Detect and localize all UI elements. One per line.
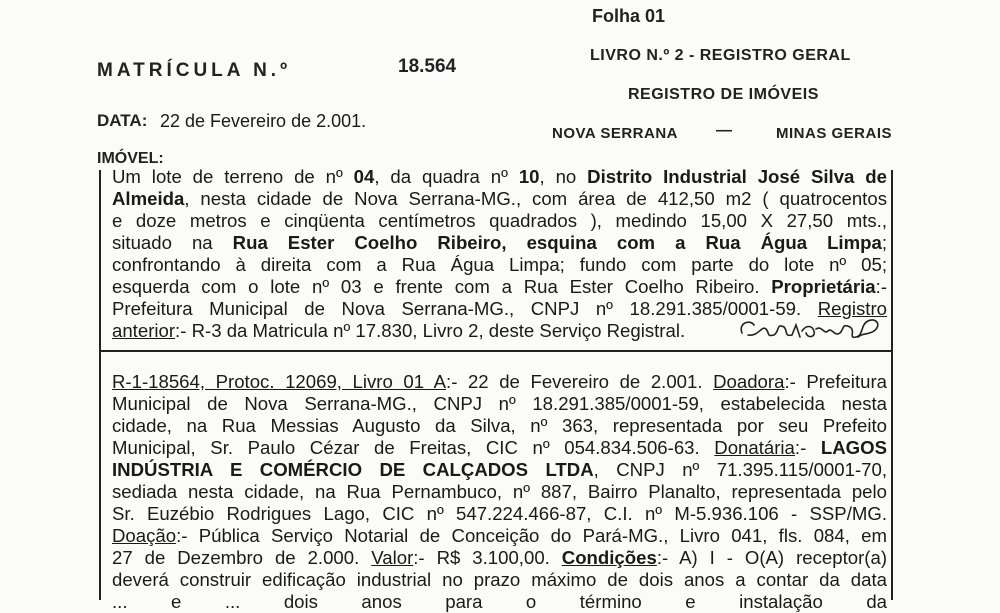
imovel-text-line	[112, 276, 887, 298]
text-segment: Donatária	[714, 437, 795, 458]
text-segment: e doze metros e cinqüenta centímetros quadrados ), medindo 15,00 X 27,50 mts.,	[112, 210, 887, 231]
matricula-label: MATRÍCULA N.º	[97, 60, 292, 81]
city-name: NOVA SERRANA	[552, 125, 679, 142]
text-segment: ;	[881, 232, 887, 253]
text-segment: Doadora	[713, 371, 785, 392]
state-name: MINAS GERAIS	[776, 125, 893, 142]
r1-text-line	[112, 591, 887, 613]
text-segment: INDÚSTRIA E COMÉRCIO DE CALÇADOS LTDA	[112, 459, 594, 480]
text-segment: 27 de Dezembro de 2.000.	[112, 547, 372, 568]
text-segment: cidade, na Rua Messias Augusto da Silva, nº 363, representada por seu Prefeito	[112, 415, 887, 436]
text-segment: Condições	[561, 547, 657, 568]
text-segment: :- Pública Serviço Notarial de Conceição do Pará-MG., Livro 041, fls. 084, em	[176, 525, 887, 546]
text-segment: Distrito Industrial José Silva de	[587, 166, 887, 187]
text-segment: LAGOS	[820, 437, 887, 458]
text-segment: anterior	[112, 320, 176, 341]
text-segment: :- A) I - O(A) receptor(a)	[656, 547, 888, 568]
r1-text-line	[112, 371, 887, 393]
r1-text-line	[112, 437, 887, 459]
data-label: DATA:	[97, 111, 148, 130]
imovel-text-line	[112, 254, 887, 276]
text-segment: Municipal de Nova Serrana-MG., CNPJ nº 18.291.385/0001-59, estabelecida nesta	[112, 393, 887, 414]
text-segment: 04	[353, 166, 375, 187]
text-segment: Prefeitura Municipal de Nova Serrana-MG., CNPJ nº 18.291.385/0001-59.	[112, 298, 818, 319]
section-divider	[99, 350, 893, 352]
r1-text-line	[112, 569, 887, 591]
text-segment: ... e ... dois anos para o término e instalação da	[112, 591, 887, 612]
imovel-label: IMÓVEL:	[97, 150, 164, 167]
text-segment: :- R-3 da Matricula nº 17.830, Livro 2, deste Serviço Registral.	[175, 320, 686, 341]
data-value: 22 de Fevereiro de 2.001.	[160, 111, 367, 131]
text-segment: 10	[518, 166, 540, 187]
text-segment: Valor	[371, 547, 414, 568]
text-segment: situado na	[112, 232, 233, 253]
text-segment: :- 22 de Fevereiro de 2.001.	[446, 371, 714, 392]
imovel-text-line	[112, 166, 887, 188]
text-segment: , nesta cidade de Nova Serrana-MG., com área de 412,50 m2 ( quatrocentos	[184, 188, 887, 209]
text-segment: Registro	[817, 298, 887, 319]
imovel-text-line	[112, 188, 887, 210]
r1-text-line	[112, 459, 887, 481]
r1-text-line	[112, 503, 887, 525]
text-segment: Rua Ester Coelho Ribeiro, esquina com a Rua Água Limpa	[232, 232, 882, 253]
text-segment: deverá construir edificação industrial no prazo máximo de dois anos a contar da data	[112, 569, 887, 590]
text-segment: Almeida	[112, 188, 185, 209]
text-segment: esquerda com o lote nº 03 e frente com a Rua Ester Coelho Ribeiro.	[112, 276, 772, 297]
folha-label: Folha 01	[592, 6, 666, 26]
text-segment: :-	[875, 276, 887, 297]
text-segment: sediada nesta cidade, na Rua Pernambuco, nº 887, Bairro Planalto, representada pelo	[112, 481, 887, 502]
imovel-text-line	[112, 210, 887, 232]
r1-text-line	[112, 393, 887, 415]
livro-label: LIVRO N.º 2 - REGISTRO GERAL	[590, 47, 851, 64]
r1-text-line	[112, 525, 887, 547]
imovel-text-line	[112, 232, 887, 254]
matricula-number: 18.564	[398, 56, 457, 77]
r1-text-line	[112, 547, 887, 569]
text-segment: confrontando à direita com a Rua Água Limpa; fundo com parte do lote nº 05;	[112, 254, 887, 275]
text-segment: Municipal, Sr. Paulo Cézar de Freitas, CIC nº 054.834.506-63.	[112, 437, 715, 458]
text-segment: :-	[794, 437, 821, 458]
text-segment: :- Prefeitura	[784, 371, 887, 392]
text-segment: Proprietária	[771, 276, 876, 297]
handwritten-signature	[736, 307, 886, 347]
text-segment: Um lote de terreno de nº	[112, 166, 354, 187]
r1-text-line	[112, 481, 887, 503]
text-segment: , da quadra nº	[374, 166, 519, 187]
city-state-separator: —	[716, 122, 732, 139]
r1-text-line	[112, 415, 887, 437]
text-segment: :- R$ 3.100,00.	[413, 547, 562, 568]
text-segment: Sr. Euzébio Rodrigues Lago, CIC nº 547.224.466-87, C.I. nº M-5.936.106 - SSP/MG.	[112, 503, 887, 524]
registro-label: REGISTRO DE IMÓVEIS	[628, 86, 819, 103]
text-segment: , no	[539, 166, 588, 187]
text-segment: , CNPJ nº 71.395.115/0001-70,	[593, 459, 887, 480]
text-segment: Doação	[112, 525, 177, 546]
text-segment: R-1-18564, Protoc. 12069, Livro 01 A	[112, 371, 447, 392]
